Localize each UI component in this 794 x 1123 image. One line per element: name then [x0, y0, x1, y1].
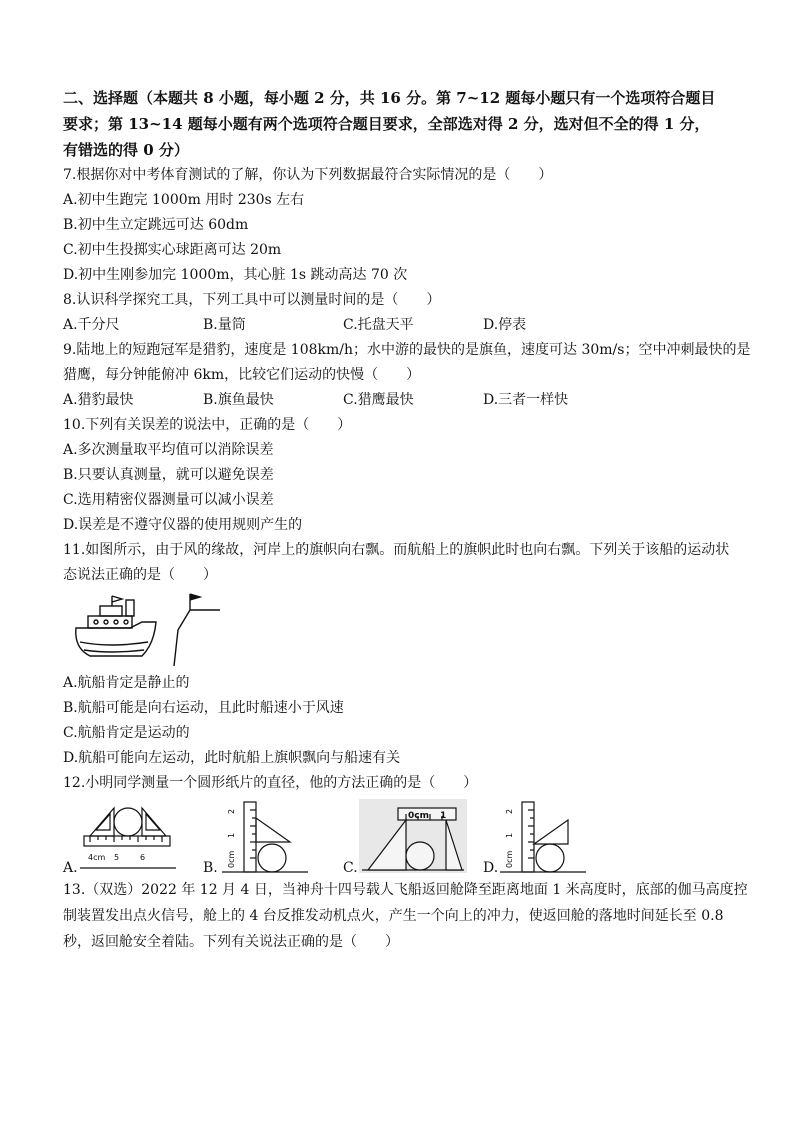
- q13-stem-line2: 制装置发出点火信号，舱上的 4 台反推发动机点火，产生一个向上的冲力，使返回舱的落地时间延长至 0.8: [63, 908, 724, 924]
- q12-figure-c: [358, 798, 468, 874]
- paper-disc: [406, 842, 434, 870]
- section-header-line1: 二、选择题（本题共 8 小题，每小题 2 分，共 16 分。第 7~12 题每小题只有一个选项符合题目: [63, 89, 716, 107]
- ruler-a: [84, 836, 170, 846]
- section-header-line3: 有错选的得 0 分）: [63, 141, 189, 159]
- q8-option-a: A.千分尺: [63, 317, 120, 333]
- q11-option-d: D.航船可能向左运动，此时航船上旗帜飘向与船速有关: [63, 750, 401, 766]
- paper-disc: [114, 808, 142, 836]
- q10-option-d: D.误差是不遵守仪器的使用规则产生的: [63, 517, 303, 533]
- q12-label-c: C.: [343, 860, 358, 876]
- q12-label-a: A.: [63, 860, 78, 876]
- ruler-d: [522, 802, 534, 872]
- q7-option-b: B.初中生立定跳远可达 60dm: [63, 217, 249, 233]
- q12-stem: 12.小明同学测量一个圆形纸片的直径，他的方法正确的是（ ）: [63, 775, 478, 791]
- q10-option-a: A.多次测量取平均值可以消除误差: [63, 442, 274, 458]
- q13-stem-line1: 13.（双选）2022 年 12 月 4 日，当神舟十四号载人飞船返回舱降至距离地面 1 米高度时，底部的伽马高度控: [63, 882, 748, 898]
- q9-option-a: A.猎豹最快: [63, 392, 134, 408]
- paper-disc: [258, 844, 286, 872]
- q8-stem: 8.认识科学探究工具，下列工具中可以测量时间的是（ ）: [63, 292, 441, 308]
- tick-label: 5: [114, 853, 120, 862]
- q11-option-c: C.航船肯定是运动的: [63, 725, 190, 741]
- q11-option-b: B.航船可能是向右运动，且此时船速小于风速: [63, 700, 344, 716]
- q12-figure-a: [78, 800, 178, 872]
- tick-label: 1: [505, 832, 514, 838]
- ruler-b: [244, 802, 256, 872]
- q9-stem-line1: 9.陆地上的短跑冠军是猎豹，速度是 108km/h；水中游的最快的是旗鱼，速度可达 30m/s；空中冲刺最快的是: [63, 342, 751, 358]
- q11-option-a: A.航船肯定是静止的: [63, 675, 190, 691]
- tick-label: 2: [227, 808, 236, 814]
- q8-option-b: B.量筒: [203, 317, 246, 333]
- boat-flag: [112, 596, 122, 602]
- tick-label: 0cm: [505, 850, 514, 868]
- q12-figure-d: [498, 798, 588, 874]
- q7-option-c: C.初中生投掷实心球距离可达 20m: [63, 242, 282, 258]
- paper-disc: [536, 844, 564, 872]
- tick-label: 4cm: [88, 853, 106, 862]
- q11-stem-line1: 11.如图所示，由于风的缘故，河岸上的旗帜向右飘。而航船上的旗帜此时也向右飘。下列关于该船的运动状: [63, 542, 730, 558]
- q12-label-b: B.: [203, 860, 218, 876]
- q12-label-d: D.: [483, 860, 499, 876]
- tick-label: 0cm: [408, 811, 429, 821]
- section-header-line2: 要求；第 13~14 题每小题有两个选项符合题目要求，全部选对得 2 分，选对但不全的得 1 分，: [63, 115, 710, 133]
- tick-label: 1: [227, 832, 236, 838]
- boat-funnel: [126, 600, 134, 616]
- tick-label: 2: [505, 808, 514, 814]
- shore-flag: [190, 594, 200, 600]
- q7-option-a: A.初中生跑完 1000m 用时 230s 左右: [63, 192, 305, 208]
- q11-stem-line2: 态说法正确的是（ ）: [63, 567, 217, 583]
- q7-option-d: D.初中生刚参加完 1000m，其心脏 1s 跳动高达 70 次: [63, 267, 408, 283]
- q10-option-b: B.只要认真测量，就可以避免误差: [63, 467, 274, 483]
- q8-option-c: C.托盘天平: [343, 317, 414, 333]
- q9-option-b: B.旗鱼最快: [203, 392, 274, 408]
- triangle-b: [256, 818, 290, 842]
- q9-stem-line2: 猎鹰，每分钟能俯冲 6km，比较它们运动的快慢（ ）: [63, 367, 421, 383]
- q13-stem-line3: 秒，返回舱安全着陆。下列有关说法正确的是（ ）: [63, 934, 399, 950]
- tick-label: 6: [140, 853, 146, 862]
- q10-option-c: C.选用精密仪器测量可以减小误差: [63, 492, 274, 508]
- q9-option-d: D.三者一样快: [483, 392, 569, 408]
- tick-label: 1: [440, 811, 447, 821]
- q8-option-d: D.停表: [483, 317, 527, 333]
- q7-stem: 7.根据你对中考体育测试的了解，你认为下列数据最符合实际情况的是（ ）: [63, 167, 553, 183]
- q9-option-c: C.猎鹰最快: [343, 392, 414, 408]
- q10-stem: 10.下列有关误差的说法中，正确的是（ ）: [63, 417, 352, 433]
- shore-bank: [174, 610, 220, 666]
- triangle-d: [534, 820, 568, 844]
- boat-and-shore-flag-figure: [70, 592, 220, 666]
- tick-label: 0cm: [227, 850, 236, 868]
- q12-figure-b: [220, 798, 310, 874]
